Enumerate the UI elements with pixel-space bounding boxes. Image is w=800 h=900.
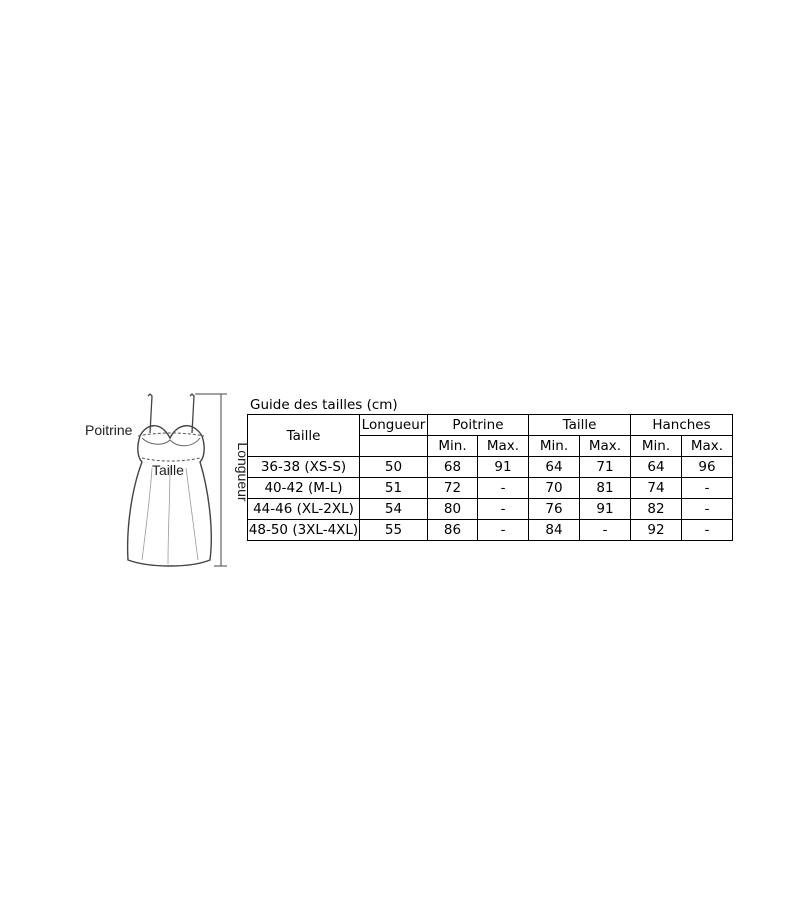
- cell-length: 55: [360, 520, 428, 541]
- cell-length: 50: [360, 457, 428, 478]
- cell-length: 51: [360, 478, 428, 499]
- cell-waist-min: 64: [529, 457, 580, 478]
- cell-size: 48-50 (3XL-4XL): [248, 520, 360, 541]
- cell-hips-max: -: [682, 478, 733, 499]
- header-hips: Hanches: [631, 415, 733, 436]
- size-guide-title: Guide des tailles (cm): [250, 397, 398, 413]
- cell-waist-max: 91: [580, 499, 631, 520]
- cell-waist-max: -: [580, 520, 631, 541]
- cell-bust-max: -: [478, 478, 529, 499]
- cell-waist-min: 76: [529, 499, 580, 520]
- cell-bust-max: -: [478, 520, 529, 541]
- header-bust-min: Min.: [428, 436, 478, 457]
- header-waist-min: Min.: [529, 436, 580, 457]
- header-length-blank: [360, 436, 428, 457]
- header-length: Longueur: [360, 415, 428, 436]
- header-waist: Taille: [529, 415, 631, 436]
- cell-bust-max: 91: [478, 457, 529, 478]
- table-row: [248, 520, 733, 541]
- cell-size: 44-46 (XL-2XL): [248, 499, 360, 520]
- cell-length: 54: [360, 499, 428, 520]
- cell-bust-min: 68: [428, 457, 478, 478]
- header-hips-min: Min.: [631, 436, 682, 457]
- cell-hips-max: -: [682, 499, 733, 520]
- cell-bust-min: 86: [428, 520, 478, 541]
- table-row: [248, 499, 733, 520]
- cell-bust-min: 80: [428, 499, 478, 520]
- size-guide-table: [247, 414, 733, 541]
- header-bust: Poitrine: [428, 415, 529, 436]
- table-row: [248, 457, 733, 478]
- waist-label: Taille: [152, 462, 184, 478]
- cell-waist-min: 70: [529, 478, 580, 499]
- cell-size: 40-42 (M-L): [248, 478, 360, 499]
- bust-label: Poitrine: [85, 422, 133, 438]
- cell-hips-max: -: [682, 520, 733, 541]
- header-waist-max: Max.: [580, 436, 631, 457]
- cell-size: 36-38 (XS-S): [248, 457, 360, 478]
- cell-bust-min: 72: [428, 478, 478, 499]
- cell-waist-max: 71: [580, 457, 631, 478]
- cell-hips-max: 96: [682, 457, 733, 478]
- header-hips-max: Max.: [682, 436, 733, 457]
- cell-hips-min: 64: [631, 457, 682, 478]
- cell-waist-min: 84: [529, 520, 580, 541]
- dress-illustration: [80, 388, 250, 578]
- cell-bust-max: -: [478, 499, 529, 520]
- dress-measurement-figure: [80, 388, 250, 578]
- cell-hips-min: 74: [631, 478, 682, 499]
- cell-hips-min: 82: [631, 499, 682, 520]
- table-row: [248, 478, 733, 499]
- length-label: Longueur: [235, 442, 251, 502]
- cell-hips-min: 92: [631, 520, 682, 541]
- header-bust-max: Max.: [478, 436, 529, 457]
- header-size: Taille: [248, 415, 360, 457]
- cell-waist-max: 81: [580, 478, 631, 499]
